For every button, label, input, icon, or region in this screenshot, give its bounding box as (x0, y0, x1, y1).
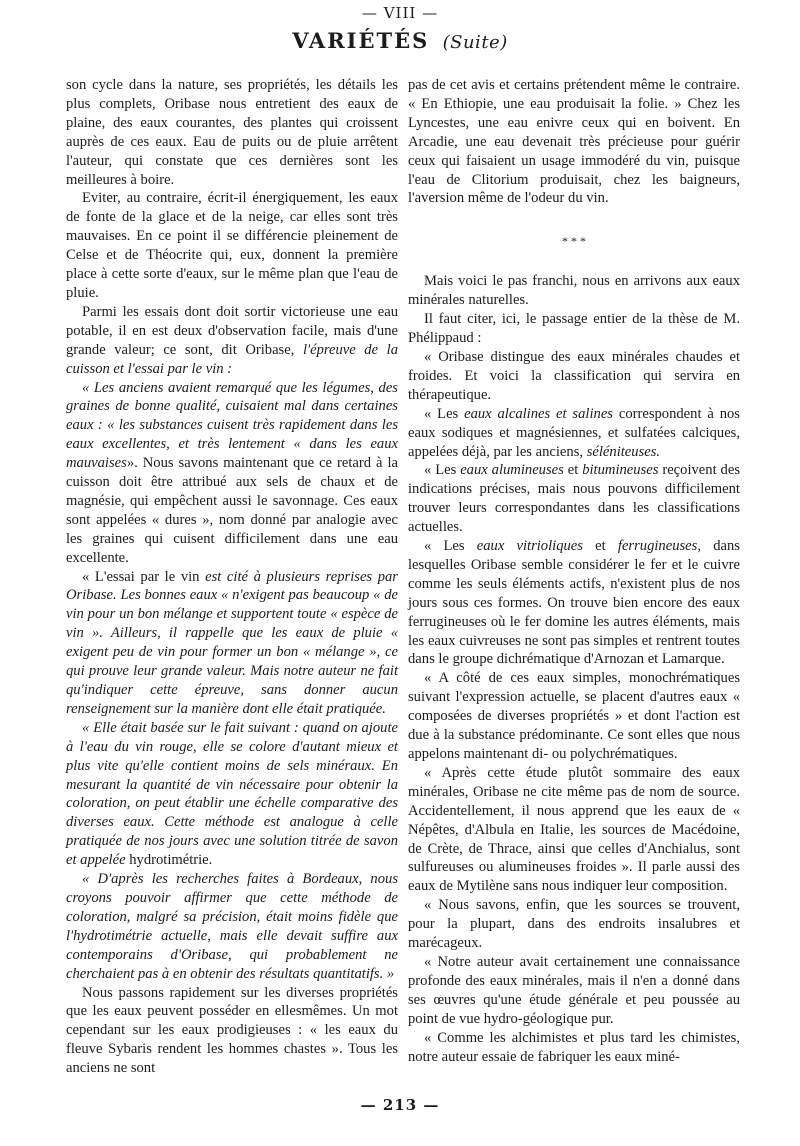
right-column (408, 76, 740, 1066)
text-run: « Les (424, 405, 459, 422)
section-header (0, 28, 800, 53)
text-run: dans lesquelles Oribase semble considérer le fer et le cuivre comme les seuls éléments actifs, n'existent plus de nos jours sous ces formes. On trouve bien encore des eaux ferrugineuses où le fer domine les autres éléments, mais les eaux cuivreuses ne sont pas simples et rentrent toutes dans le groupe dichrématique d'Arnozan et Lamarque. (408, 538, 740, 668)
italic-run: eaux vitrioliques (476, 538, 583, 555)
text-run: « L'essai par le vin (82, 568, 200, 585)
italic-run: « Elle était basée sur le fait suivant : quand on ajoute à l'eau du vin rouge, elle se colore d'autant mieux et plus vite qu'elle contient moins de sels minéraux. En mesurant la quantité de vin nécessaire pour obtenir la coloration, on peut établir une échelle comparative des diverses eaux. Cette méthode est analogue à celle pratiquée de nos jours avec une solution titrée de savon et appelée (66, 719, 398, 869)
quoted-paragraph (66, 379, 398, 568)
italic-run: séléniteuses. (586, 443, 661, 460)
quoted-paragraph: « Après cette étude plutôt sommaire des eaux minérales, Oribase ne cite même pas de nom de source. Accidentellement, il nous apprend que les eaux de « Népêtes, d'Albula en Italie, les sources de Macédoine, de Crète, de Thrace, ainsi que celles d'Anchialus, sont sulfureuses ou alumineuses froides ». Il parle aussi des eaux de Mytilène sans nous indiquer leur composition. (408, 764, 740, 895)
header-suite: (Suite) (442, 32, 508, 53)
italic-run: est cité à plusieurs reprises par Oribase. Les bonnes eaux « n'exigent pas beaucoup « de vin pour un bon mélange et supportent toute « espèce de vin ». Ailleurs, il rappelle que les eaux de pluie « exigent peu de vin pour former un bon « mélange », ce qui prouve leur grande valeur. Mais notre auteur ne fait qu'indiquer cette épreuve, sans donner aucun renseignement sur la manière dont elle était pratiquée. (66, 568, 398, 717)
text-run: ». Nous savons maintenant que ce retard à la cuisson doit être attribué aux sels de chaux et de magnésie, qui empêchent aussi le savonnage. Ces eaux sont appelées « dures », nom donné par analogie avec les graines qui cuisent difficilement dans une eau excellente. (66, 455, 398, 566)
paragraph: Mais voici le pas franchi, nous en arrivons aux eaux minérales naturelles. (408, 273, 740, 309)
asterism-divider: * * * (562, 234, 586, 249)
text-run: et (567, 462, 579, 479)
quoted-paragraph (66, 568, 398, 719)
italic-run: eaux alcalines et salines (464, 405, 613, 422)
paragraph: Nous passons rapidement sur les diverses propriétés que les eaux peuvent posséder en ellesmêmes. Un mot cependant sur les eaux prodigieuses : « les eaux du fleuve Sybaris rendent les hommes chastes ». Tous les anciens ne sont (66, 984, 398, 1077)
quoted-paragraph: « D'après les recherches faites à Bordeaux, nous croyons pouvoir affirmer que cette méthode de coloration, malgré sa précision, était moins fidèle que l'hydrotimétrie actuelle, mais elle devait suffire aux contemporains d'Oribase, qui probablement ne cherchaient pas à en obtenir des résultats quantitatifs. » (66, 871, 398, 982)
text-run: « Les (424, 462, 457, 479)
paragraph: son cycle dans la nature, ses propriétés, les détails les plus complets, Oribase nous entretient des eaux de plaine, des eaux courantes, des plantes qui croissent auprès de ces eaux. Eau de puits ou de pluie arrêtent l'auteur, qui constate que ces dernières sont les meilleures à boire. (66, 77, 398, 188)
quoted-paragraph: « Oribase distingue des eaux minérales chaudes et froides. Et voici la classification qui servira en thérapeutique. (408, 348, 740, 403)
text-run: « Les (424, 538, 465, 555)
text-run: Parmi les essais dont doit sortir victorieuse une eau potable, il en est deux d'observation facile, mais d'une grande valeur; ce sont, dit Oribase, (66, 303, 398, 358)
paragraph: Eviter, au contraire, écrit-il énergiquement, les eaux de fonte de la glace et de la neige, car elles sont très mauvaises. En ce point il se différencie pleinement de Celse et de Théocrite qui, eux, donnent la première place à cette sorte d'eaux, sur le même plan que l'eau de pluie. (66, 190, 398, 301)
paragraph: Il faut citer, ici, le passage entier de la thèse de M. Phélippaud : (408, 311, 740, 347)
page-number: — 213 — (360, 1096, 440, 1114)
header-title: VARIÉTÉS (292, 28, 430, 53)
left-column (66, 76, 398, 1078)
italic-run: « Les anciens avaient remarqué que les légumes, des graines de bonne qualité, cuisaient mal dans certaines eaux : « les substances cuisent très rapidement dans les eaux excellentes, et très lentement « dans les eaux mauvaises (66, 379, 398, 472)
text-run: hydrotimétrie. (129, 852, 213, 869)
quoted-paragraph: « Notre auteur avait certainement une connaissance profonde des eaux minérales, mais il n'en a donné dans ses œuvres qu'une étude générale et peu poussée au point de vue hydro-géologique pur. (408, 953, 740, 1027)
quoted-paragraph (408, 537, 740, 669)
quoted-paragraph: « Nous savons, enfin, que les sources se trouvent, pour la plupart, dans des endroits insalubres et marécageux. (408, 897, 740, 952)
italic-run: bitumineuses (582, 462, 659, 479)
quoted-paragraph: « Comme les alchimistes et plus tard les chimistes, notre auteur essaie de fabriquer les eaux miné- (408, 1029, 740, 1065)
quoted-paragraph (408, 405, 740, 462)
quoted-paragraph: « A côté de ces eaux simples, monochrématiques suivant l'expression actuelle, se placent d'autres eaux « composées de diverses propriétés » et dont l'action est due à la substance prédominante. Ce sont elles que nous appelons maintenant di- ou polychrématiques. (408, 670, 740, 762)
italic-run: eaux alumineuses (460, 462, 564, 479)
quoted-paragraph (408, 461, 740, 537)
quoted-paragraph (66, 719, 398, 870)
italic-run: l'épreuve de la cuisson et l'essai par le vin : (66, 341, 398, 377)
paragraph (66, 303, 398, 379)
paragraph: pas de cet avis et certains prétendent même le contraire. « En Ethiopie, une eau produisait la folie. » Chez les Lyncestes, une eau enivre ceux qui en boivent. En Arcadie, une eau devenait très précieuse pour guérir ceux qui faisaient un usage immodéré du vin, puisque l'eau de Clitorium produisait, chez les baigneurs, l'aversion même de l'odeur du vin. (408, 77, 740, 207)
roman-page-number: — VIII — (361, 4, 439, 22)
text-run: correspondent à nos eaux sodiques et magnésiennes, et sulfatées calciques, appelées déjà, par les anciens, (408, 405, 740, 460)
text-run: et (595, 538, 606, 555)
text-run: reçoivent des indications précises, mais nous pouvons difficilement trouver leurs correspondantes dans les classifications actuelles. (408, 462, 740, 536)
italic-run: ferrugineuses, (617, 538, 701, 555)
